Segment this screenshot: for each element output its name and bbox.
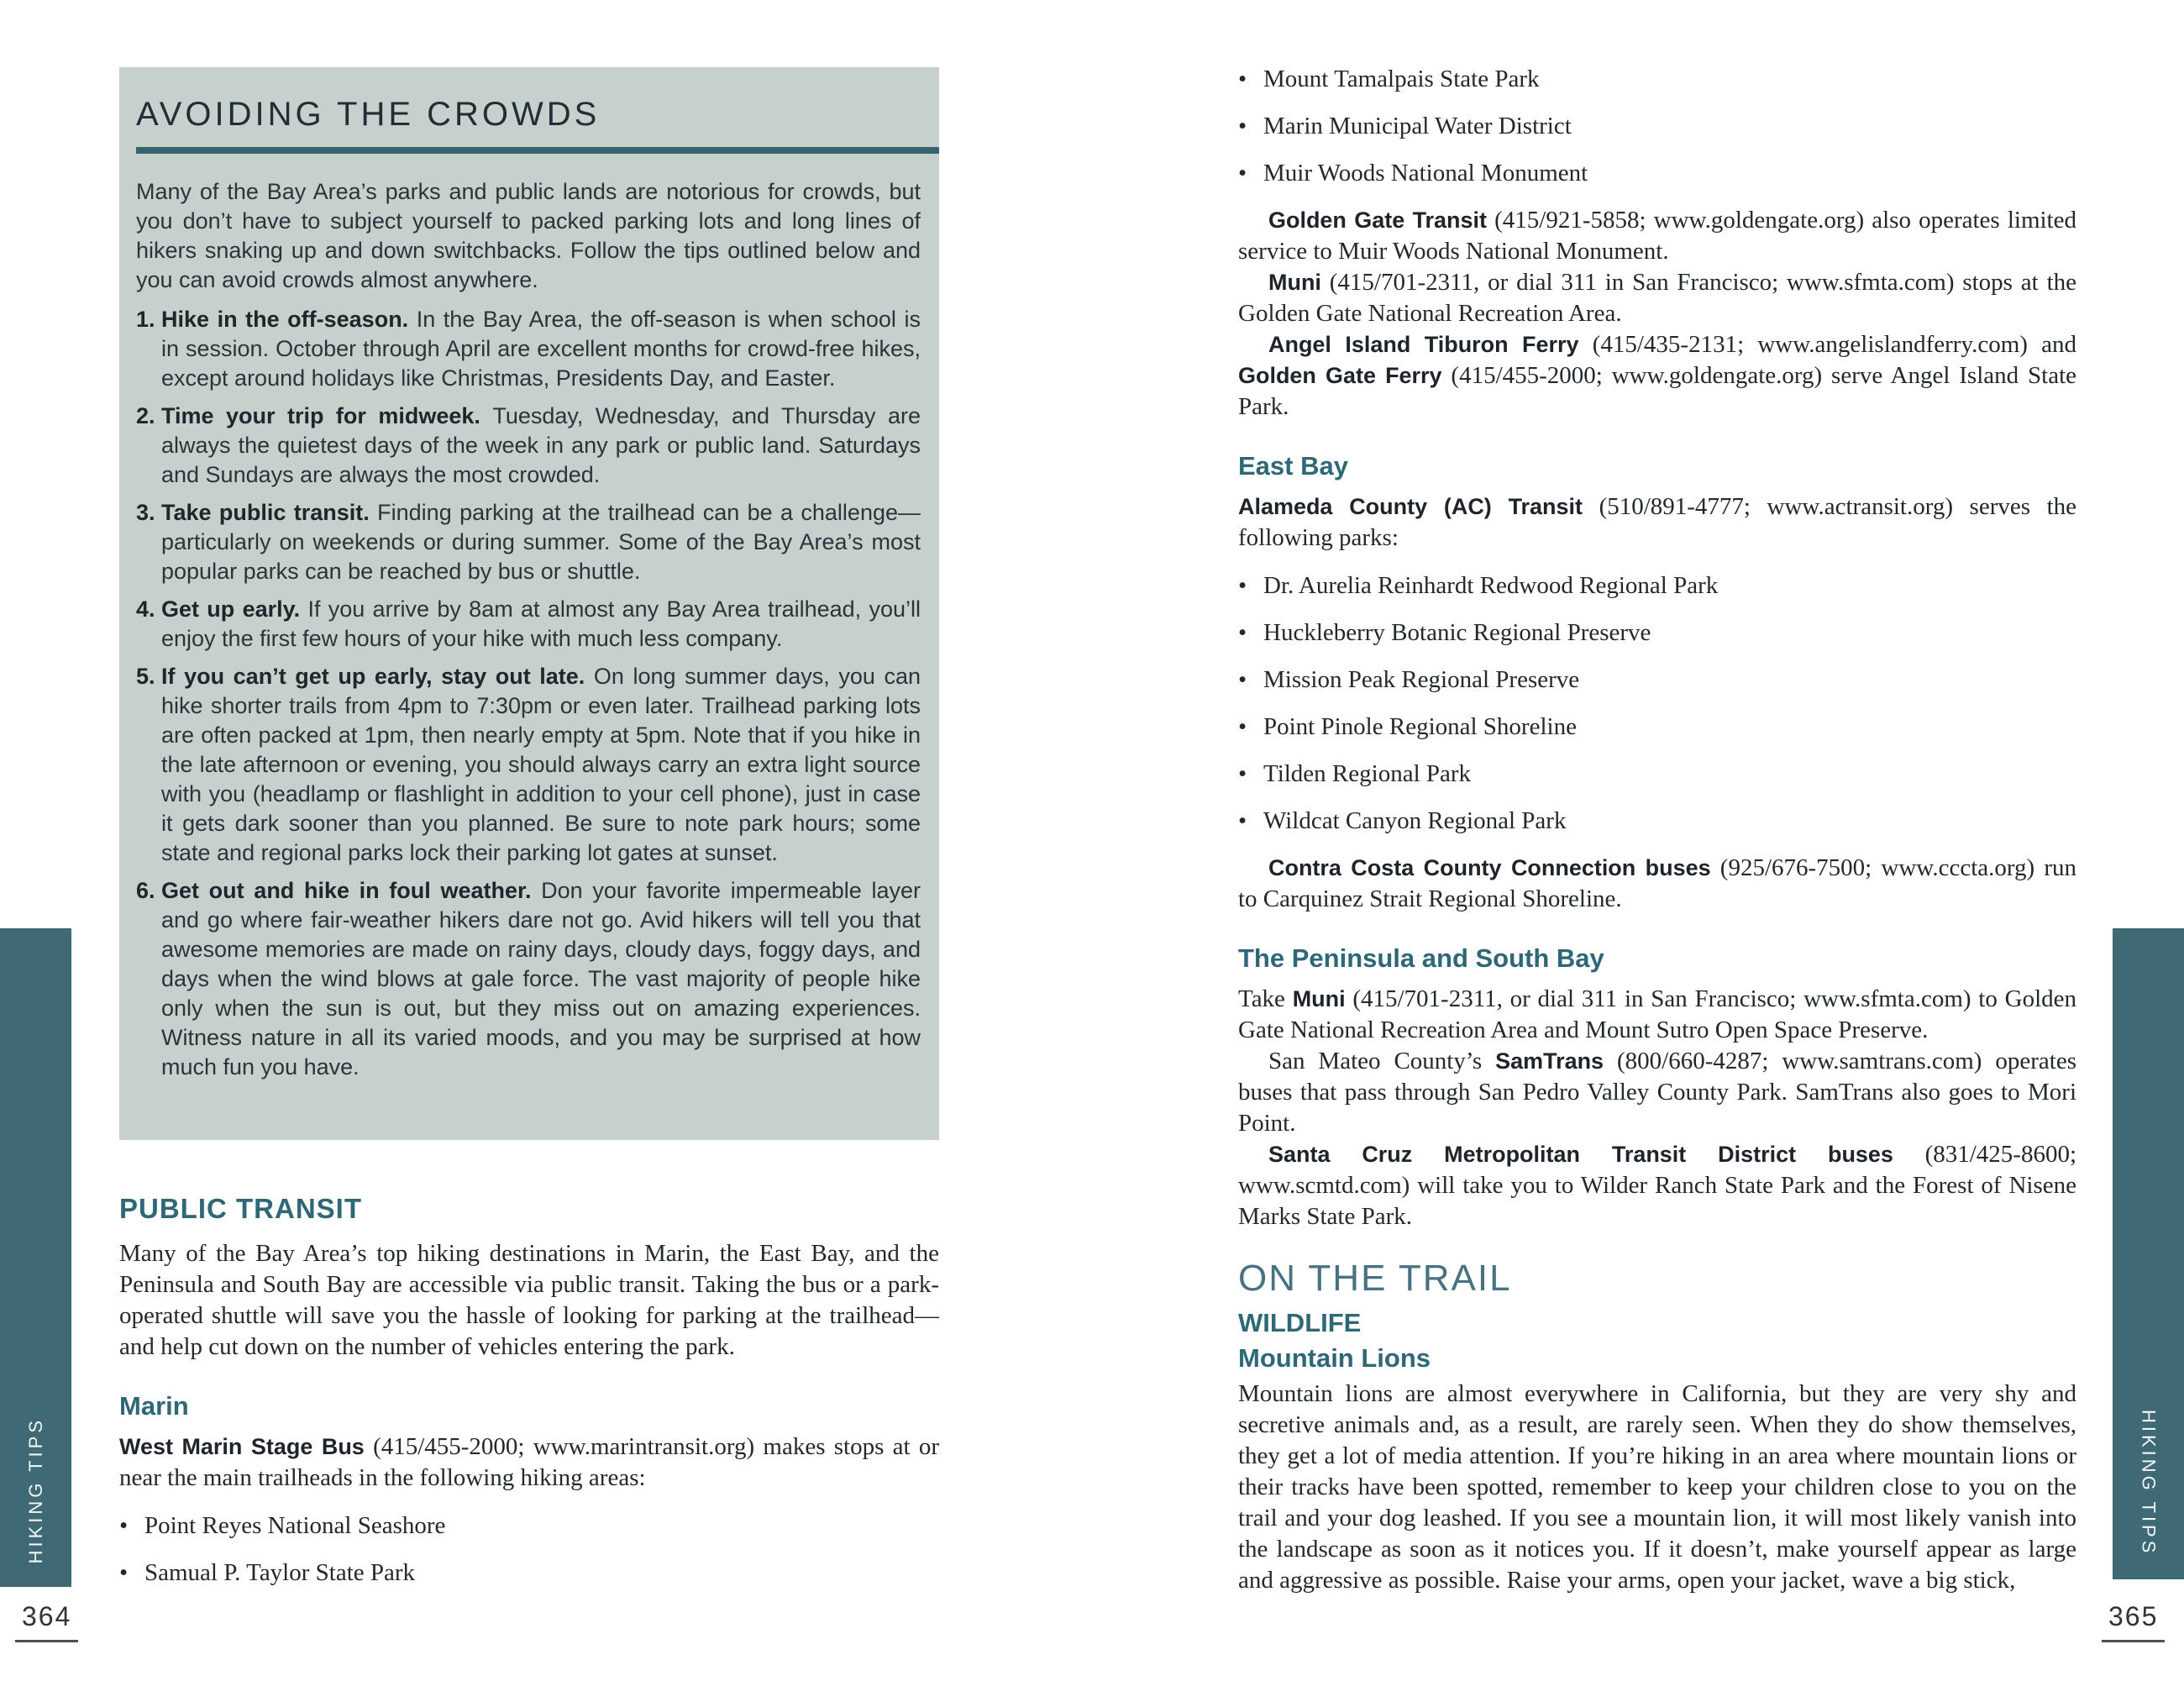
tip-text: Finding parking at the trailhead can be a challenge—particularly on weekends or during summer. Some of the Bay Area’s most popular parks can be reached by bus or shuttle. (161, 500, 921, 584)
bullet-icon: • (119, 1512, 129, 1539)
bold-run: Muni (1292, 986, 1346, 1011)
list-item (119, 1558, 939, 1589)
title-rule (136, 147, 939, 154)
list-item-label: Point Pinole Regional Shoreline (1263, 713, 1577, 740)
wildlife-heading: WILDLIFE (1238, 1308, 1362, 1337)
text-run: (925/676-7500; www.cccta.org) run to Carquinez Strait Regional Shoreline. (1238, 854, 2076, 912)
bold-run: Golden Gate Ferry (1238, 363, 1442, 388)
mountain-lions-heading: Mountain Lions (1238, 1343, 1431, 1373)
public-transit-heading: PUBLIC TRANSIT (119, 1193, 362, 1224)
list-item-label: Point Reyes National Seashore (144, 1512, 446, 1539)
numbered-tip (136, 595, 921, 654)
page-number-right: 365 (2102, 1601, 2165, 1642)
paragraph (1238, 267, 2076, 329)
text-run: Take (1238, 985, 1293, 1012)
text-run: (831/425-8600; www.scmtd.com) will take you to Wilder Ranch State Park and the Forest of Nisene Marks State Park. (1238, 1141, 2076, 1230)
bullet-icon: • (119, 1559, 129, 1586)
box-title: AVOIDING THE CROWDS (136, 96, 601, 133)
tip-lead: If you can’t get up early, stay out late. (161, 664, 594, 689)
avoiding-the-crowds-box (119, 67, 939, 1140)
numbered-tip (136, 498, 921, 586)
right-page-column (1238, 64, 2076, 1596)
tip-number: 6. (136, 878, 155, 903)
numbered-tip (136, 876, 921, 1082)
marin-heading: Marin (119, 1391, 189, 1421)
bullet-icon: • (1238, 572, 1247, 599)
east-bay-heading: East Bay (1238, 451, 1348, 481)
bold-run: Santa Cruz Metropolitan Transit District buses (1268, 1142, 1893, 1167)
text-run: San Mateo County’s (1268, 1048, 1496, 1074)
list-item-label: Wildcat Canyon Regional Park (1263, 807, 1567, 834)
list-item (1238, 64, 2076, 95)
list-item (1238, 617, 2076, 649)
list-item-label: Muir Woods National Monument (1263, 160, 1588, 186)
list-item-label: Tilden Regional Park (1263, 760, 1472, 787)
tip-text: Tuesday, Wednesday, and Thursday are always the quietest days of the week in any park or public land. Saturdays and Sundays are always the most crowded. (161, 403, 921, 487)
tip-lead: Take public transit. (161, 500, 378, 525)
text-run: (415/455-2000; www.marintransit.org) makes stops at or near the main trailheads in the following hiking areas: (119, 1433, 939, 1491)
tip-lead: Get up early. (161, 596, 308, 622)
left-page-edge-tab (0, 928, 71, 1587)
numbered-tip (136, 662, 921, 868)
bullet-icon: • (1238, 713, 1247, 740)
tip-text: In the Bay Area, the off-season is when school is in session. October through April are excellent months for crowd-free hikes, except around holidays like Christmas, Presidents Day, and Easter. (161, 307, 921, 391)
right-page-edge-tab (2113, 928, 2184, 1579)
mountain-lions-body: Mountain lions are almost everywhere in California, but they are very shy and secretive animals and, as a result, are rarely seen. When they do show themselves, they get a lot of media attention. If you’re hiking in an area where mountain lions or their tracks have been spotted, remember to keep your children close to you on the trail and your dog leashed. If you see a mountain lion, it will most likely vanish into the landscape as soon as it notices you. If it doesn’t, make yourself appear as large and aggressive as possible. Raise your arms, open your jacket, wave a big stick, (1238, 1380, 2076, 1594)
list-item (1238, 759, 2076, 790)
text-run: (415/921-5858; www.goldengate.org) also operates limited service to Muir Woods National Monument. (1238, 207, 2076, 265)
paragraph (1238, 1139, 2076, 1232)
list-item (1238, 158, 2076, 189)
tip-text: On long summer days, you can hike shorter trails from 4pm to 7:30pm or even later. Trailhead parking lots are often packed at 1pm, then nearly empty at 5pm. Note that if you hike in the late afternoon or evening, you should always carry an extra light source with you (headlamp or flashlight in addition to your cell phone), just in case it gets dark sooner than you planned. Be sure to note park hours; some state and regional parks lock their parking lot gates at sunset. (161, 664, 921, 865)
bold-run: Alameda County (AC) Transit (1238, 494, 1583, 519)
numbered-tip (136, 305, 921, 393)
right-tab-label: HIKING TIPS (2138, 1409, 2160, 1556)
bold-run: Muni (1268, 270, 1321, 295)
marin-paragraph (119, 1431, 939, 1494)
paragraph (1238, 205, 2076, 267)
peninsula-paragraphs (1238, 984, 2076, 1232)
text-run: (415/701-2311, or dial 311 in San Francisco; www.sfmta.com) to Golden Gate National Recreation Area and Mount Sutro Open Space Preserve. (1238, 985, 2076, 1043)
list-item (1238, 570, 2076, 601)
list-item-label: Dr. Aurelia Reinhardt Redwood Regional Park (1263, 572, 1719, 599)
peninsula-heading: The Peninsula and South Bay (1238, 943, 1604, 973)
east-bay-park-list (1238, 570, 2076, 837)
text-run: (415/455-2000; www.goldengate.org) serve Angel Island State Park. (1238, 362, 2076, 420)
marin-park-list (119, 1510, 939, 1589)
marin-park-list-continued (1238, 64, 2076, 189)
tip-number: 3. (136, 500, 155, 525)
list-item (1238, 665, 2076, 696)
numbered-tip (136, 402, 921, 490)
list-item-label: Samual P. Taylor State Park (144, 1559, 416, 1586)
bullet-icon: • (1238, 113, 1247, 139)
bullet-icon: • (1238, 160, 1247, 186)
tip-lead: Hike in the off-season. (161, 307, 417, 332)
text-run: (800/660-4287; www.samtrans.com) operates buses that pass through San Pedro Valley County Park. SamTrans also goes to Mori Point. (1238, 1048, 2076, 1137)
bullet-icon: • (1238, 760, 1247, 787)
list-item-label: Huckleberry Botanic Regional Preserve (1263, 619, 1651, 646)
list-item-label: Mount Tamalpais State Park (1263, 66, 1540, 92)
tip-number: 4. (136, 596, 155, 622)
left-tab-label: HIKING TIPS (24, 1416, 46, 1563)
list-item (1238, 806, 2076, 837)
tip-number: 2. (136, 403, 155, 428)
paragraph (1238, 329, 2076, 423)
tip-text: Don your favorite impermeable layer and go where fair-weather hikers dare not go. Avid hikers will tell you that awesome memories are made on rainy days, cloudy days, foggy days, and days when the wind blows at gale force. The vast majority of people hike only when the sun is out, but they miss out on amazing experiences. Witness nature in all its varied moods, and you may be surprised at how much fun you have. (161, 878, 921, 1080)
bullet-icon: • (1238, 666, 1247, 693)
on-the-trail-heading: ON THE TRAIL (1238, 1258, 1512, 1299)
bold-run: Contra Costa County Connection buses (1268, 855, 1711, 880)
tip-number: 5. (136, 664, 155, 689)
bullet-icon: • (1238, 807, 1247, 834)
bold-run: Golden Gate Transit (1268, 207, 1487, 233)
text-run: (415/435-2131; www.angelislandferry.com) and (1578, 331, 2076, 358)
tip-lead: Time your trip for midweek. (161, 403, 493, 428)
list-item (1238, 712, 2076, 743)
contra-costa-paragraph (1238, 853, 2076, 915)
east-bay-intro (1238, 491, 2076, 554)
bold-run: SamTrans (1495, 1048, 1604, 1074)
paragraph (1238, 1046, 2076, 1139)
transit-paragraphs (1238, 205, 2076, 423)
tip-lead: Get out and hike in foul weather. (161, 878, 542, 903)
box-intro: Many of the Bay Area’s parks and public lands are notorious for crowds, but you don’t have to subject yourself to packed parking lots and long lines of hikers snaking up and down switchbacks. Follow the tips outlined below and you can avoid crowds almost anywhere. (136, 179, 921, 292)
left-page-column (119, 1193, 939, 1605)
bold-run: Angel Island Tiburon Ferry (1268, 332, 1579, 357)
tip-number: 1. (136, 307, 155, 332)
list-item-label: Mission Peak Regional Preserve (1263, 666, 1580, 693)
text-run: (510/891-4777; www.actransit.org) serves the following parks: (1238, 493, 2076, 551)
bold-run: West Marin Stage Bus (119, 1434, 365, 1459)
tip-list (136, 305, 921, 1082)
page-number-left: 364 (15, 1601, 78, 1642)
text-run: (415/701-2311, or dial 311 in San Francisco; www.sfmta.com) stops at the Golden Gate National Recreation Area. (1238, 269, 2076, 327)
bullet-icon: • (1238, 66, 1247, 92)
paragraph (1238, 984, 2076, 1046)
list-item (119, 1510, 939, 1542)
public-transit-body: Many of the Bay Area’s top hiking destinations in Marin, the East Bay, and the Peninsula and South Bay are accessible via public transit. Taking the bus or a park-operated shuttle will save you the hassle of looking for parking at the trailhead—and help cut down on the number of vehicles entering the park. (119, 1240, 939, 1360)
list-item (1238, 111, 2076, 142)
bullet-icon: • (1238, 619, 1247, 646)
list-item-label: Marin Municipal Water District (1263, 113, 1572, 139)
tip-text: If you arrive by 8am at almost any Bay Area trailhead, you’ll enjoy the first few hours of your hike with much less company. (161, 596, 921, 651)
